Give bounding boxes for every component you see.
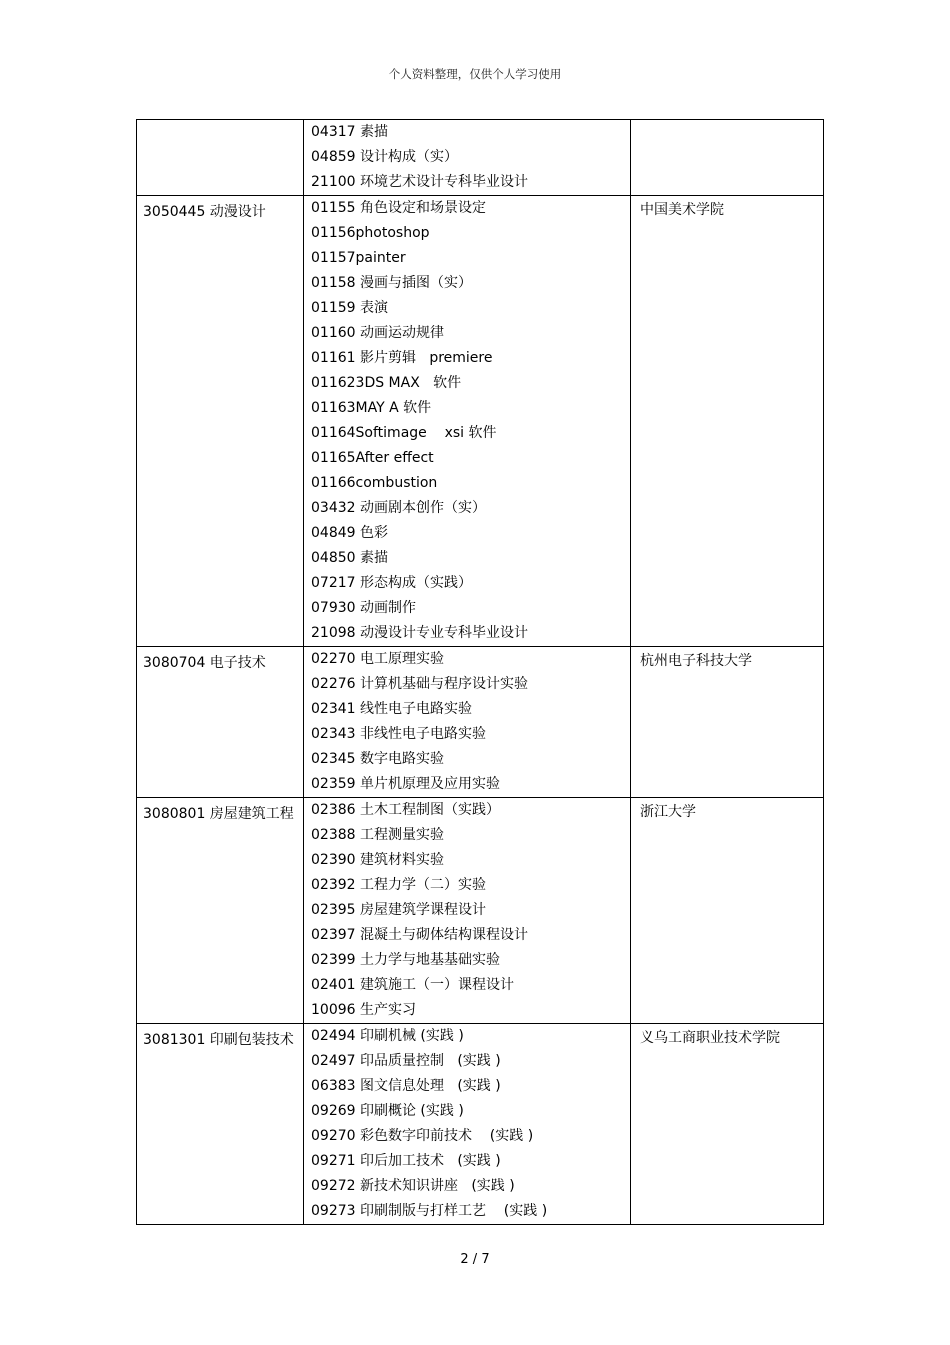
course-list [304,798,630,1023]
course-item: 07930 动画制作 [311,600,416,616]
course-item: 02388 工程测量实验 [311,827,444,843]
major-label: 3080704 电子技术 [143,655,266,671]
course-list [304,196,630,646]
course-item: 09269 印刷概论 (实践 ) [311,1103,464,1119]
course-item: 06383 图文信息处理 (实践 ) [311,1078,501,1094]
course-item: 07217 形态构成（实践） [311,575,472,591]
table-row [137,1024,824,1225]
school-label: 中国美术学院 [640,202,724,218]
page-number: 2 / 7 [460,1252,490,1267]
table-row [137,798,824,1024]
course-item: 04850 素描 [311,550,388,566]
course-item: 011623DS MAX 软件 [311,375,462,391]
course-item: 02345 数字电路实验 [311,751,444,767]
course-item: 02399 土力学与地基基础实验 [311,952,500,968]
course-item: 01159 表演 [311,300,388,316]
course-item: 02359 单片机原理及应用实验 [311,776,500,792]
course-item: 04849 色彩 [311,525,388,541]
course-item: 01157painter [311,250,406,266]
course-table [136,119,824,1225]
course-item: 09271 印后加工技术 (实践 ) [311,1153,501,1169]
course-item: 04317 素描 [311,124,388,140]
major-cell [137,1024,304,1225]
course-item: 02401 建筑施工（一）课程设计 [311,977,514,993]
table-row [137,120,824,196]
course-item: 09272 新技术知识讲座 (实践 ) [311,1178,515,1194]
course-item: 02497 印品质量控制 (实践 ) [311,1053,501,1069]
course-item: 01163MAY A 软件 [311,400,432,416]
course-table-body [137,120,824,1225]
major-cell [137,647,304,798]
courses-cell [304,798,631,1024]
course-item: 01158 漫画与插图（实） [311,275,472,291]
major-label: 3050445 动漫设计 [143,204,266,220]
major-cell [137,798,304,1024]
major-label [137,120,303,124]
course-item: 09270 彩色数字印前技术 (实践 ) [311,1128,534,1144]
school-cell [631,647,824,798]
course-item: 02397 混凝土与砌体结构课程设计 [311,927,528,943]
course-item: 02343 非线性电子电路实验 [311,726,486,742]
school-cell [631,196,824,647]
course-list [304,647,630,797]
course-item: 01164Softimage xsi 软件 [311,425,497,441]
page-header-note: 个人资料整理，仅供个人学习使用 [388,67,562,81]
major-label: 3081301 印刷包装技术 [143,1032,294,1048]
courses-cell [304,647,631,798]
course-item: 02270 电工原理实验 [311,651,444,667]
school-label [631,120,823,124]
school-label: 杭州电子科技大学 [640,653,752,669]
course-item: 09273 印刷制版与打样工艺 (实践 ) [311,1203,548,1219]
course-item: 21098 动漫设计专业专科毕业设计 [311,625,528,641]
course-item: 03432 动画剧本创作（实） [311,500,486,516]
school-label: 义乌工商职业技术学院 [640,1030,780,1046]
school-cell [631,798,824,1024]
course-item: 04859 设计构成（实） [311,149,458,165]
courses-cell [304,120,631,196]
course-item: 02494 印刷机械 (实践 ) [311,1028,464,1044]
course-list [304,120,630,195]
course-item: 01165After effect [311,450,434,466]
school-label: 浙江大学 [640,804,696,820]
course-item: 02276 计算机基础与程序设计实验 [311,676,528,692]
course-item: 02390 建筑材料实验 [311,852,444,868]
course-item: 01160 动画运动规律 [311,325,444,341]
course-item: 01155 角色设定和场景设定 [311,200,486,216]
major-label: 3080801 房屋建筑工程 [143,806,294,822]
course-item: 02395 房屋建筑学课程设计 [311,902,486,918]
table-row [137,196,824,647]
course-item: 21100 环境艺术设计专科毕业设计 [311,174,528,190]
course-item: 01156photoshop [311,225,430,241]
course-item: 01161 影片剪辑 premiere [311,350,493,366]
major-cell [137,196,304,647]
course-list [304,1024,630,1224]
course-item: 02386 土木工程制图（实践） [311,802,500,818]
course-item: 02341 线性电子电路实验 [311,701,472,717]
school-cell [631,120,824,196]
course-item: 10096 生产实习 [311,1002,416,1018]
courses-cell [304,1024,631,1225]
school-cell [631,1024,824,1225]
course-item: 01166combustion [311,475,438,491]
course-item: 02392 工程力学（二）实验 [311,877,486,893]
major-cell [137,120,304,196]
courses-cell [304,196,631,647]
table-row [137,647,824,798]
